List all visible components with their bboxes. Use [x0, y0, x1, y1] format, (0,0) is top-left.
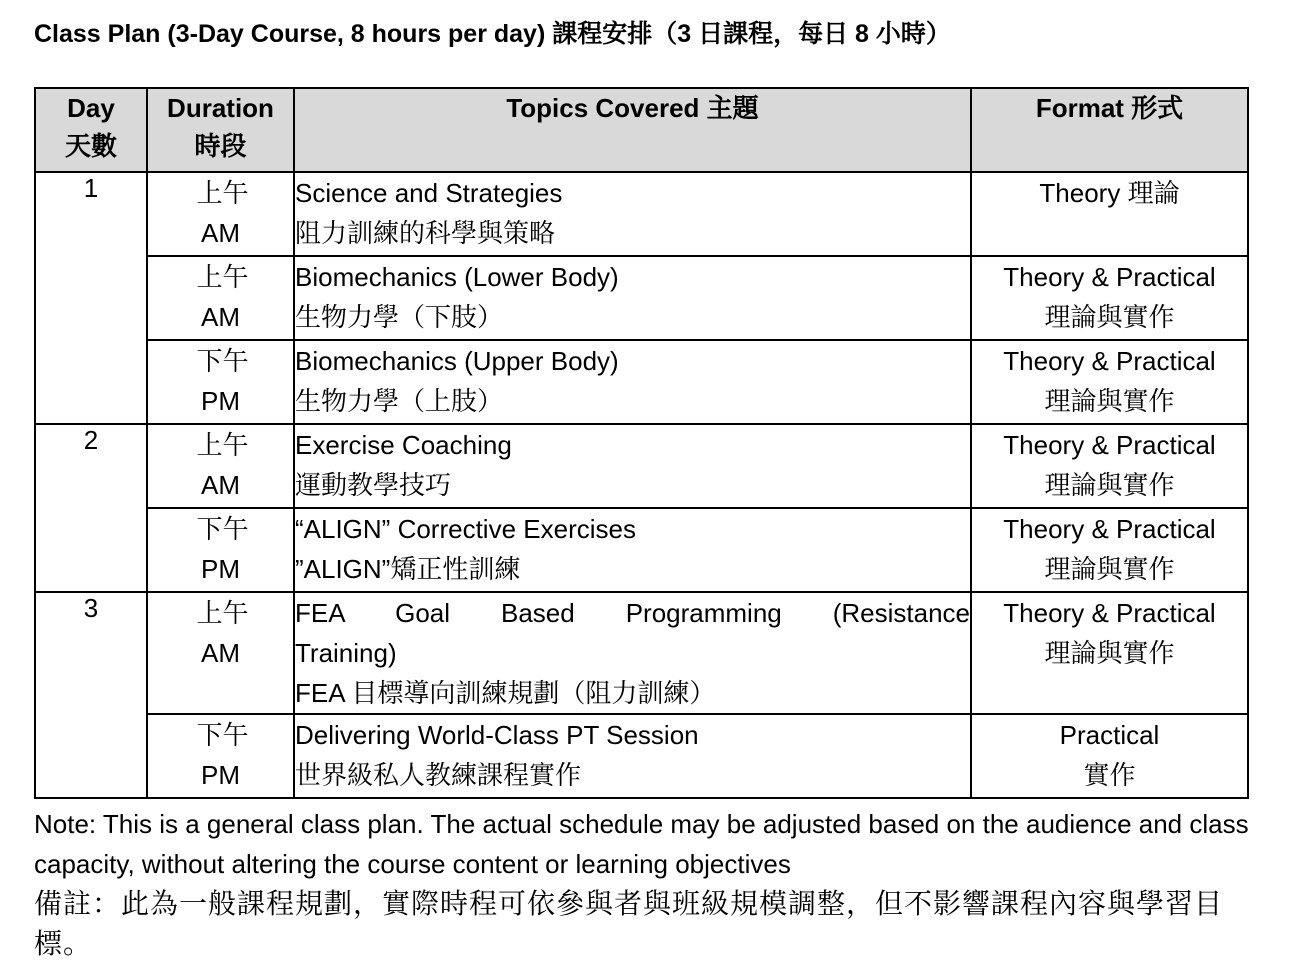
format-zh: 理論與實作 — [1044, 386, 1175, 416]
format-en: Theory & Practical — [1003, 262, 1216, 292]
topic-en: Exercise Coaching — [295, 430, 512, 460]
topic-zh: 世界級私人教練課程實作 — [295, 760, 582, 790]
header-day-en: Day — [67, 93, 115, 123]
topic-en: Biomechanics (Lower Body) — [295, 262, 619, 292]
header-format: Format 形式 — [971, 88, 1248, 172]
format-cell — [971, 340, 1248, 424]
duration-cell — [147, 340, 294, 424]
footnote-en: Note: This is a general class plan. The actual schedule may be adjusted based on the audience and class capacity, without altering the course content or learning objectives — [34, 809, 1249, 879]
topic-zh: 阻力訓練的科學與策略 — [295, 218, 556, 248]
day-cell: 2 — [35, 424, 147, 592]
duration-cell — [147, 592, 294, 714]
topic-zh: ”ALIGN”矯正性訓練 — [295, 554, 521, 584]
header-duration-zh: 時段 — [194, 131, 247, 161]
format-cell — [971, 172, 1248, 256]
topic-cell — [294, 508, 971, 592]
header-duration-en: Duration — [167, 93, 274, 123]
topic-cell — [294, 592, 971, 714]
header-duration — [147, 88, 294, 172]
duration-cell — [147, 256, 294, 340]
duration-en: AM — [201, 302, 240, 332]
topic-zh: 生物力學（下肢） — [295, 302, 504, 332]
duration-zh: 上午 — [196, 598, 249, 628]
footnote — [34, 804, 1249, 964]
duration-cell — [147, 172, 294, 256]
topic-en-continued: Training) — [295, 638, 397, 668]
duration-en: AM — [201, 470, 240, 500]
format-zh: 理論與實作 — [1044, 638, 1175, 668]
format-en: Theory 理論 — [1039, 178, 1180, 208]
format-zh: 理論與實作 — [1044, 470, 1175, 500]
duration-zh: 上午 — [196, 262, 249, 292]
table-row — [35, 508, 1248, 592]
duration-cell — [147, 714, 294, 798]
duration-en: PM — [201, 760, 240, 790]
topic-en: Delivering World-Class PT Session — [295, 720, 699, 750]
format-cell — [971, 424, 1248, 508]
topic-cell — [294, 340, 971, 424]
format-zh: 理論與實作 — [1044, 302, 1175, 332]
duration-en: AM — [201, 218, 240, 248]
table-row — [35, 340, 1248, 424]
topic-zh: FEA 目標導向訓練規劃（阻力訓練） — [295, 678, 716, 708]
table-row — [35, 172, 1248, 256]
format-cell — [971, 714, 1248, 798]
format-zh: 理論與實作 — [1044, 554, 1175, 584]
duration-en: PM — [201, 386, 240, 416]
table-row — [35, 592, 1248, 714]
table-row — [35, 714, 1248, 798]
table-row — [35, 424, 1248, 508]
footnote-zh: 備註：此為一般課程規劃，實際時程可依參與者與班級規模調整，但不影響課程內容與學習目標。 — [34, 888, 1224, 959]
format-en: Theory & Practical — [1003, 514, 1216, 544]
duration-zh: 下午 — [196, 514, 249, 544]
format-en: Theory & Practical — [1003, 430, 1216, 460]
topic-cell — [294, 424, 971, 508]
table-row — [35, 256, 1248, 340]
class-plan-table — [34, 87, 1249, 799]
header-topics: Topics Covered 主題 — [294, 88, 971, 172]
duration-cell — [147, 424, 294, 508]
format-cell — [971, 592, 1248, 714]
format-en: Practical — [1059, 720, 1160, 750]
day-cell: 1 — [35, 172, 147, 424]
header-day — [35, 88, 147, 172]
duration-zh: 下午 — [196, 346, 249, 376]
topic-en: “ALIGN” Corrective Exercises — [295, 514, 636, 544]
topic-en: Science and Strategies — [295, 178, 563, 208]
duration-en: PM — [201, 554, 240, 584]
format-en: Theory & Practical — [1003, 346, 1216, 376]
duration-cell — [147, 508, 294, 592]
topic-cell — [294, 256, 971, 340]
topic-zh: 生物力學（上肢） — [295, 386, 504, 416]
format-zh: 實作 — [1083, 760, 1136, 790]
format-cell — [971, 256, 1248, 340]
duration-zh: 下午 — [196, 720, 249, 750]
page-title: Class Plan (3-Day Course, 8 hours per day) 課程安排（3 日課程，每日 8 小時） — [34, 20, 951, 48]
format-en: Theory & Practical — [1003, 598, 1216, 628]
topic-en: Biomechanics (Upper Body) — [295, 346, 619, 376]
topic-zh: 運動教學技巧 — [295, 470, 452, 500]
topic-en: FEA Goal Based Programming (Resistance — [295, 598, 970, 628]
day-cell: 3 — [35, 592, 147, 798]
duration-zh: 上午 — [196, 178, 249, 208]
topic-cell — [294, 714, 971, 798]
topic-cell — [294, 172, 971, 256]
duration-en: AM — [201, 638, 240, 668]
format-cell — [971, 508, 1248, 592]
header-row — [35, 88, 1248, 172]
header-day-zh: 天數 — [64, 131, 117, 161]
duration-zh: 上午 — [196, 430, 249, 460]
